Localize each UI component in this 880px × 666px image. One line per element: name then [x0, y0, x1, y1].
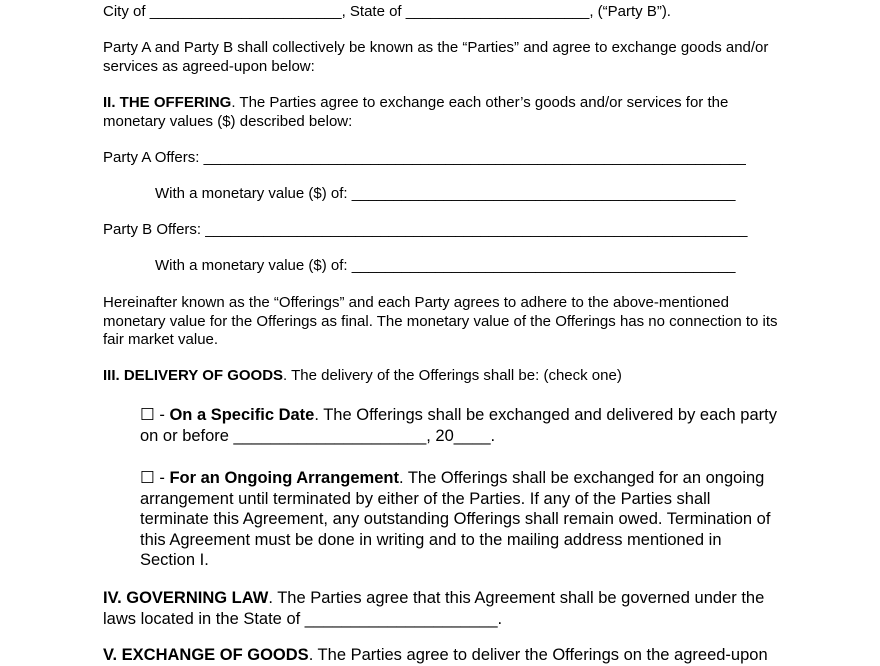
checkbox-specific-date[interactable]: ☐ - — [140, 406, 170, 424]
governing-law-heading: IV. GOVERNING LAW — [103, 589, 269, 607]
delivery-heading: III. DELIVERY OF GOODS — [103, 367, 284, 384]
offering-paragraph: II. THE OFFERING. The Parties agree to exchange each other’s goods and/or services for the monetary values ($) described below: — [103, 94, 729, 130]
party-a-offers-line: Party A Offers: _________________________________________________________________ — [103, 149, 746, 166]
offering-heading: II. THE OFFERING — [103, 94, 232, 111]
option-specific-date-title: On a Specific Date — [169, 406, 315, 424]
governing-law-paragraph: IV. GOVERNING LAW. The Parties agree that this Agreement shall be governed under the laws located in the State of _____________________. — [103, 589, 765, 628]
party-a-value-blank[interactable]: ______________________________________________ — [351, 185, 736, 202]
city-blank[interactable]: _______________________ — [149, 3, 342, 20]
exchange-of-goods-paragraph: V. EXCHANGE OF GOODS. The Parties agree to deliver the Offerings on the agreed-upon — [103, 646, 768, 664]
state-blank[interactable]: ______________________ — [405, 3, 590, 20]
option-specific-date: ☐ - On a Specific Date. The Offerings shall be exchanged and delivered by each party on or before _____________________, 20____. — [140, 406, 777, 445]
city-state-line: City of _______________________, State of ______________________, (“Party B”). — [103, 3, 671, 20]
party-b-offers-blank[interactable]: _________________________________________________________________ — [205, 221, 748, 238]
option-ongoing-arrangement: ☐ - For an Ongoing Arrangement. The Offerings shall be exchanged for an ongoing arrangement until terminated by either of the Parties. If any of the Parties shall terminate this Agreement, any outstanding Offerings shall remain owed. Termination of this Agreement must be done in writing and to the mailing address mentioned in Section I. — [140, 469, 771, 569]
party-a-value-line: With a monetary value ($) of: ______________________________________________ — [155, 185, 736, 202]
exchange-heading: V. EXCHANGE OF GOODS — [103, 646, 309, 664]
hereinafter-paragraph: Hereinafter known as the “Offerings” and each Party agrees to adhere to the above-mentioned monetary value for the Offerings as final. The monetary value of the Offerings has no connection to its fair market value. — [103, 294, 778, 348]
checkbox-ongoing-arrangement[interactable]: ☐ - — [140, 469, 170, 487]
parties-paragraph: Party A and Party B shall collectively be known as the “Parties” and agree to exchange goods and/or services as agreed-upon below: — [103, 39, 769, 75]
option-ongoing-title: For an Ongoing Arrangement — [169, 469, 399, 487]
party-b-value-line: With a monetary value ($) of: ______________________________________________ — [155, 257, 736, 274]
party-b-value-blank[interactable]: ______________________________________________ — [351, 257, 736, 274]
party-a-offers-blank[interactable]: _________________________________________________________________ — [203, 149, 746, 166]
delivery-paragraph: III. DELIVERY OF GOODS. The delivery of the Offerings shall be: (check one) — [103, 367, 622, 384]
party-b-offers-line: Party B Offers: _________________________________________________________________ — [103, 221, 748, 238]
